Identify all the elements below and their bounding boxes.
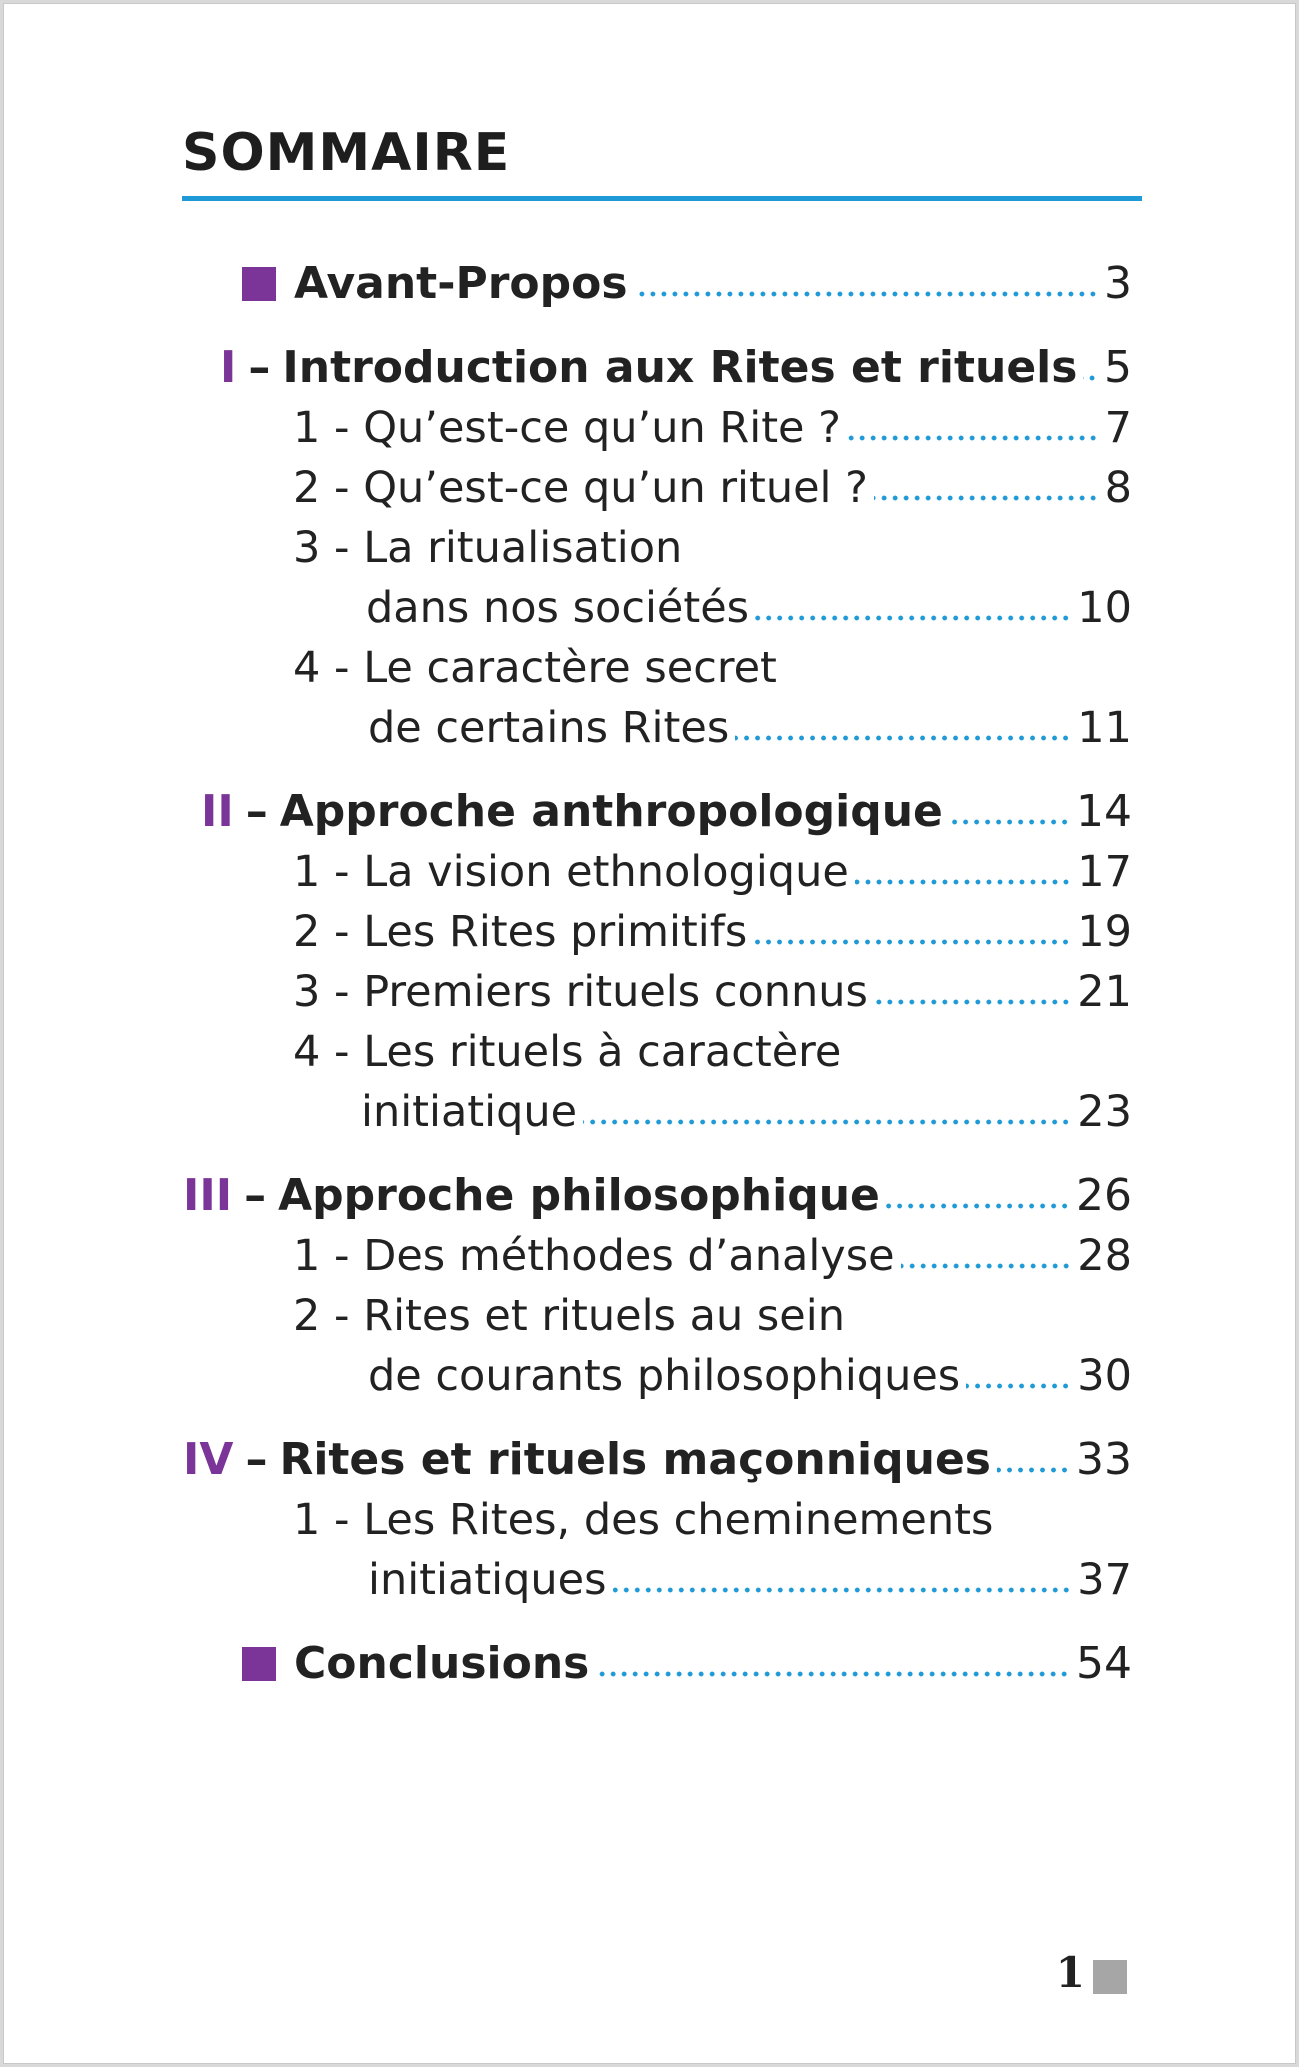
toc-page-number: 10 [1077, 583, 1132, 633]
chapter-numeral: III [183, 1170, 233, 1221]
dot-leader [901, 1261, 1072, 1271]
toc-page-number: 14 [1076, 786, 1132, 837]
toc-section-1-1[interactable] [293, 400, 1132, 456]
toc-entry-label: 2 - Qu’est-ce qu’un rituel ? [293, 463, 868, 513]
toc-section-1-3-cont[interactable] [366, 580, 1132, 636]
chapter-numeral: IV [183, 1434, 234, 1485]
toc-entry-label: Avant-Propos [294, 258, 628, 309]
chapter-dash: – [245, 786, 268, 837]
toc-section-3-2[interactable] [293, 1288, 1132, 1344]
toc-section-2-4-cont[interactable] [361, 1084, 1132, 1140]
dot-leader [634, 289, 1098, 299]
toc-entry-label: 3 - La ritualisation [293, 523, 683, 573]
dot-leader [874, 493, 1099, 503]
toc-entry-label: 2 - Les Rites primitifs [293, 907, 748, 957]
toc-entry-label: Approche anthropologique [279, 786, 943, 837]
toc-entry-label: 2 - Rites et rituels au sein [293, 1291, 845, 1341]
toc-page-number: 33 [1076, 1434, 1132, 1485]
dot-leader [735, 733, 1071, 743]
toc-page-number: 8 [1104, 463, 1132, 513]
toc-entry-label: Introduction aux Rites et rituels [282, 342, 1078, 393]
dot-leader [613, 1585, 1072, 1595]
toc-chapter-4[interactable] [183, 1432, 1132, 1488]
toc-page-number: 54 [1076, 1638, 1132, 1689]
toc-section-3-1[interactable] [293, 1228, 1132, 1284]
toc-section-4-1[interactable] [293, 1492, 1132, 1548]
purple-square-bullet-icon [242, 267, 276, 301]
toc-entry-label: Rites et rituels maçonniques [279, 1434, 991, 1485]
toc-section-2-2[interactable] [293, 904, 1132, 960]
toc-entry-avant-propos[interactable] [242, 256, 1132, 312]
dot-leader [753, 937, 1071, 947]
toc-section-2-1[interactable] [293, 844, 1132, 900]
toc-section-3-2-cont[interactable] [368, 1348, 1132, 1404]
dot-leader [595, 1669, 1070, 1679]
toc-entry-label: Conclusions [294, 1638, 590, 1689]
dot-leader [949, 817, 1070, 827]
page-number: 1 [1055, 1948, 1085, 1997]
toc-section-4-1-cont[interactable] [368, 1552, 1132, 1608]
table-of-contents [4, 4, 1296, 1804]
toc-entry-label: 4 - Les rituels à caractère [293, 1027, 842, 1077]
toc-section-1-4-cont[interactable] [368, 700, 1132, 756]
toc-page-number: 5 [1104, 342, 1132, 393]
toc-chapter-1[interactable] [220, 340, 1132, 396]
toc-entry-label: 1 - La vision ethnologique [293, 847, 849, 897]
toc-entry-label: 4 - Le caractère secret [293, 643, 777, 693]
dot-leader [755, 613, 1071, 623]
toc-page-number: 28 [1077, 1231, 1132, 1281]
dot-leader [583, 1117, 1071, 1127]
dot-leader [855, 877, 1071, 887]
book-page [3, 3, 1296, 2064]
chapter-numeral: II [201, 786, 234, 837]
toc-page-number: 7 [1104, 403, 1132, 453]
toc-entry-label-continued: initiatique [361, 1087, 578, 1137]
toc-page-number: 30 [1077, 1351, 1132, 1401]
toc-entry-label: 1 - Qu’est-ce qu’un Rite ? [293, 403, 841, 453]
toc-section-2-3[interactable] [293, 964, 1132, 1020]
dot-leader [1083, 373, 1098, 383]
gray-square-icon [1093, 1960, 1127, 1994]
chapter-dash: – [244, 1170, 267, 1221]
toc-section-1-2[interactable] [293, 460, 1132, 516]
page-title: SOMMAIRE [182, 123, 511, 183]
dot-leader [886, 1201, 1070, 1211]
chapter-dash: – [248, 342, 271, 393]
chapter-dash: – [245, 1434, 268, 1485]
toc-page-number: 19 [1077, 907, 1132, 957]
toc-entry-label-continued: de certains Rites [368, 703, 730, 753]
chapter-numeral: I [220, 342, 237, 393]
dot-leader [847, 433, 1099, 443]
toc-entry-label: Approche philosophique [278, 1170, 880, 1221]
toc-page-number: 3 [1104, 258, 1132, 309]
toc-page-number: 37 [1077, 1555, 1132, 1605]
toc-entry-label-continued: initiatiques [368, 1555, 607, 1605]
toc-entry-label: 1 - Les Rites, des cheminements [293, 1495, 994, 1545]
toc-entry-conclusions[interactable] [242, 1636, 1132, 1692]
toc-section-1-3[interactable] [293, 520, 1132, 576]
toc-entry-label-continued: dans nos sociétés [366, 583, 750, 633]
toc-entry-label: 1 - Des méthodes d’analyse [293, 1231, 895, 1281]
toc-chapter-3[interactable] [183, 1168, 1132, 1224]
toc-section-1-4[interactable] [293, 640, 1132, 696]
dot-leader [966, 1381, 1071, 1391]
toc-page-number: 26 [1076, 1170, 1132, 1221]
toc-section-2-4[interactable] [293, 1024, 1132, 1080]
toc-entry-label: 3 - Premiers rituels connus [293, 967, 868, 1017]
toc-entry-label-continued: de courants philosophiques [368, 1351, 961, 1401]
page-footer [1055, 1948, 1127, 1997]
dot-leader [997, 1465, 1070, 1475]
dot-leader [874, 997, 1071, 1007]
toc-page-number: 23 [1077, 1087, 1132, 1137]
purple-square-bullet-icon [242, 1647, 276, 1681]
toc-page-number: 17 [1077, 847, 1132, 897]
toc-chapter-2[interactable] [201, 784, 1132, 840]
toc-page-number: 21 [1077, 967, 1132, 1017]
toc-page-number: 11 [1077, 703, 1132, 753]
